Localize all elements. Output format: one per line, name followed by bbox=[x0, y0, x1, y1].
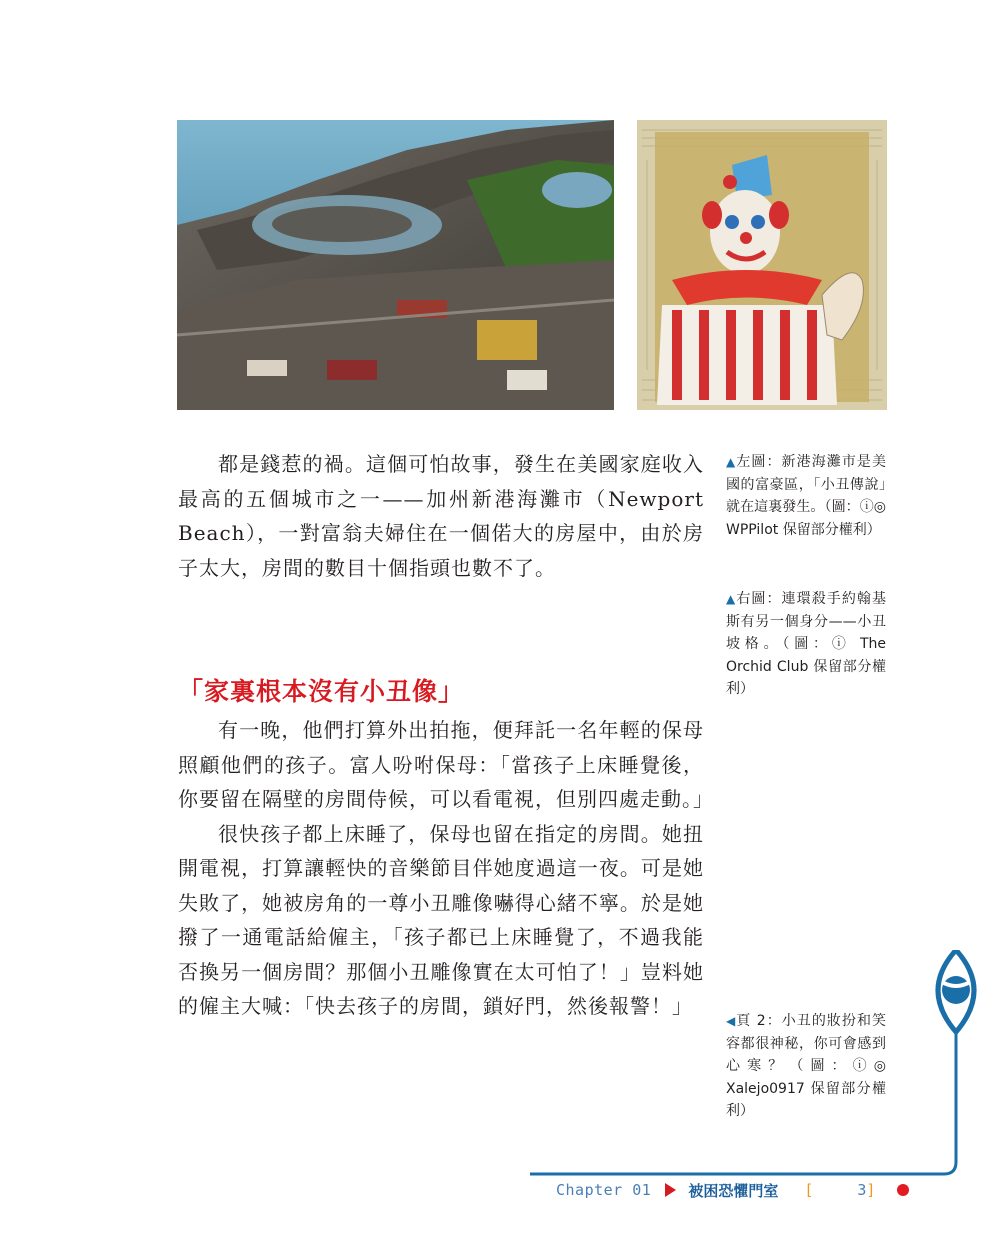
eye-line-decoration bbox=[530, 950, 1004, 1210]
section-paragraph: 有一晚，他們打算外出拍拖，便拜託一名年輕的保母照顧他們的孩子。富人吩咐保母：「當孩子上床睡覺後，你要留在隔壁的房間侍候，可以看電視，但別四處走動。」 bbox=[178, 718, 714, 811]
page-footer bbox=[556, 1179, 909, 1201]
chapter-label: Chapter 01 bbox=[556, 1181, 652, 1199]
bracket-close: ] bbox=[866, 1181, 876, 1199]
right-arrow-icon bbox=[665, 1183, 676, 1197]
caption-text: 頁 2：小丑的妝扮和笑容都很神秘，你可會感到心寒？（圖：ⓘ◎ Xalejo0917 保留部分權利） bbox=[726, 1013, 886, 1119]
clown-painting bbox=[637, 120, 887, 410]
caption-left-photo bbox=[726, 451, 886, 541]
intro-paragraph: 都是錢惹的禍。這個可怕故事，發生在美國家庭收入最高的五個城市之一——加州新港海灘市（Newport Beach），一對富翁夫婦住在一個偌大的房屋中，由於房子太大，房間的數目十個指頭也數不了。 bbox=[178, 452, 704, 580]
caption-text: 右圖：連環殺手約翰基斯有另一個身分——小丑坡格。（圖：ⓘ The Orchid Club 保留部分權利） bbox=[726, 591, 887, 697]
aerial-photo-graphic bbox=[177, 120, 614, 410]
section-paragraph: 很快孩子都上床睡了，保母也留在指定的房間。她扭開電視，打算讓輕快的音樂節目伴她度過這一夜。可是她失敗了，她被房角的一尊小丑雕像嚇得心緒不寧。於是她撥了一通電話給僱主，「孩子都已上床睡覺了，不過我能否換另一個房間？那個小丑雕像實在太可怕了！」豈料她的僱主大喊：「快去孩子的房間，鎖好門，然後報警！」 bbox=[178, 821, 704, 1018]
up-triangle-icon: ▲ bbox=[726, 592, 737, 606]
intro-paragraph-block bbox=[178, 447, 704, 585]
chapter-title: 被困恐懼門室 bbox=[688, 1181, 779, 1200]
up-triangle-icon: ▲ bbox=[726, 455, 737, 469]
bracket-open: [ bbox=[804, 1181, 814, 1199]
page-number: 3 bbox=[857, 1181, 867, 1199]
aerial-photo bbox=[177, 120, 614, 410]
section-heading: 「家裏根本沒有小丑像」 bbox=[178, 677, 465, 706]
clown-painting-graphic bbox=[637, 120, 887, 410]
red-dot-icon bbox=[897, 1184, 909, 1196]
caption-right-photo bbox=[726, 588, 886, 701]
caption-text: 左圖：新港海灘市是美國的富豪區，「小丑傳說」就在這裏發生。（圖：ⓘ◎ WPPilot 保留部分權利） bbox=[726, 454, 887, 538]
left-triangle-icon: ◀ bbox=[726, 1014, 737, 1028]
